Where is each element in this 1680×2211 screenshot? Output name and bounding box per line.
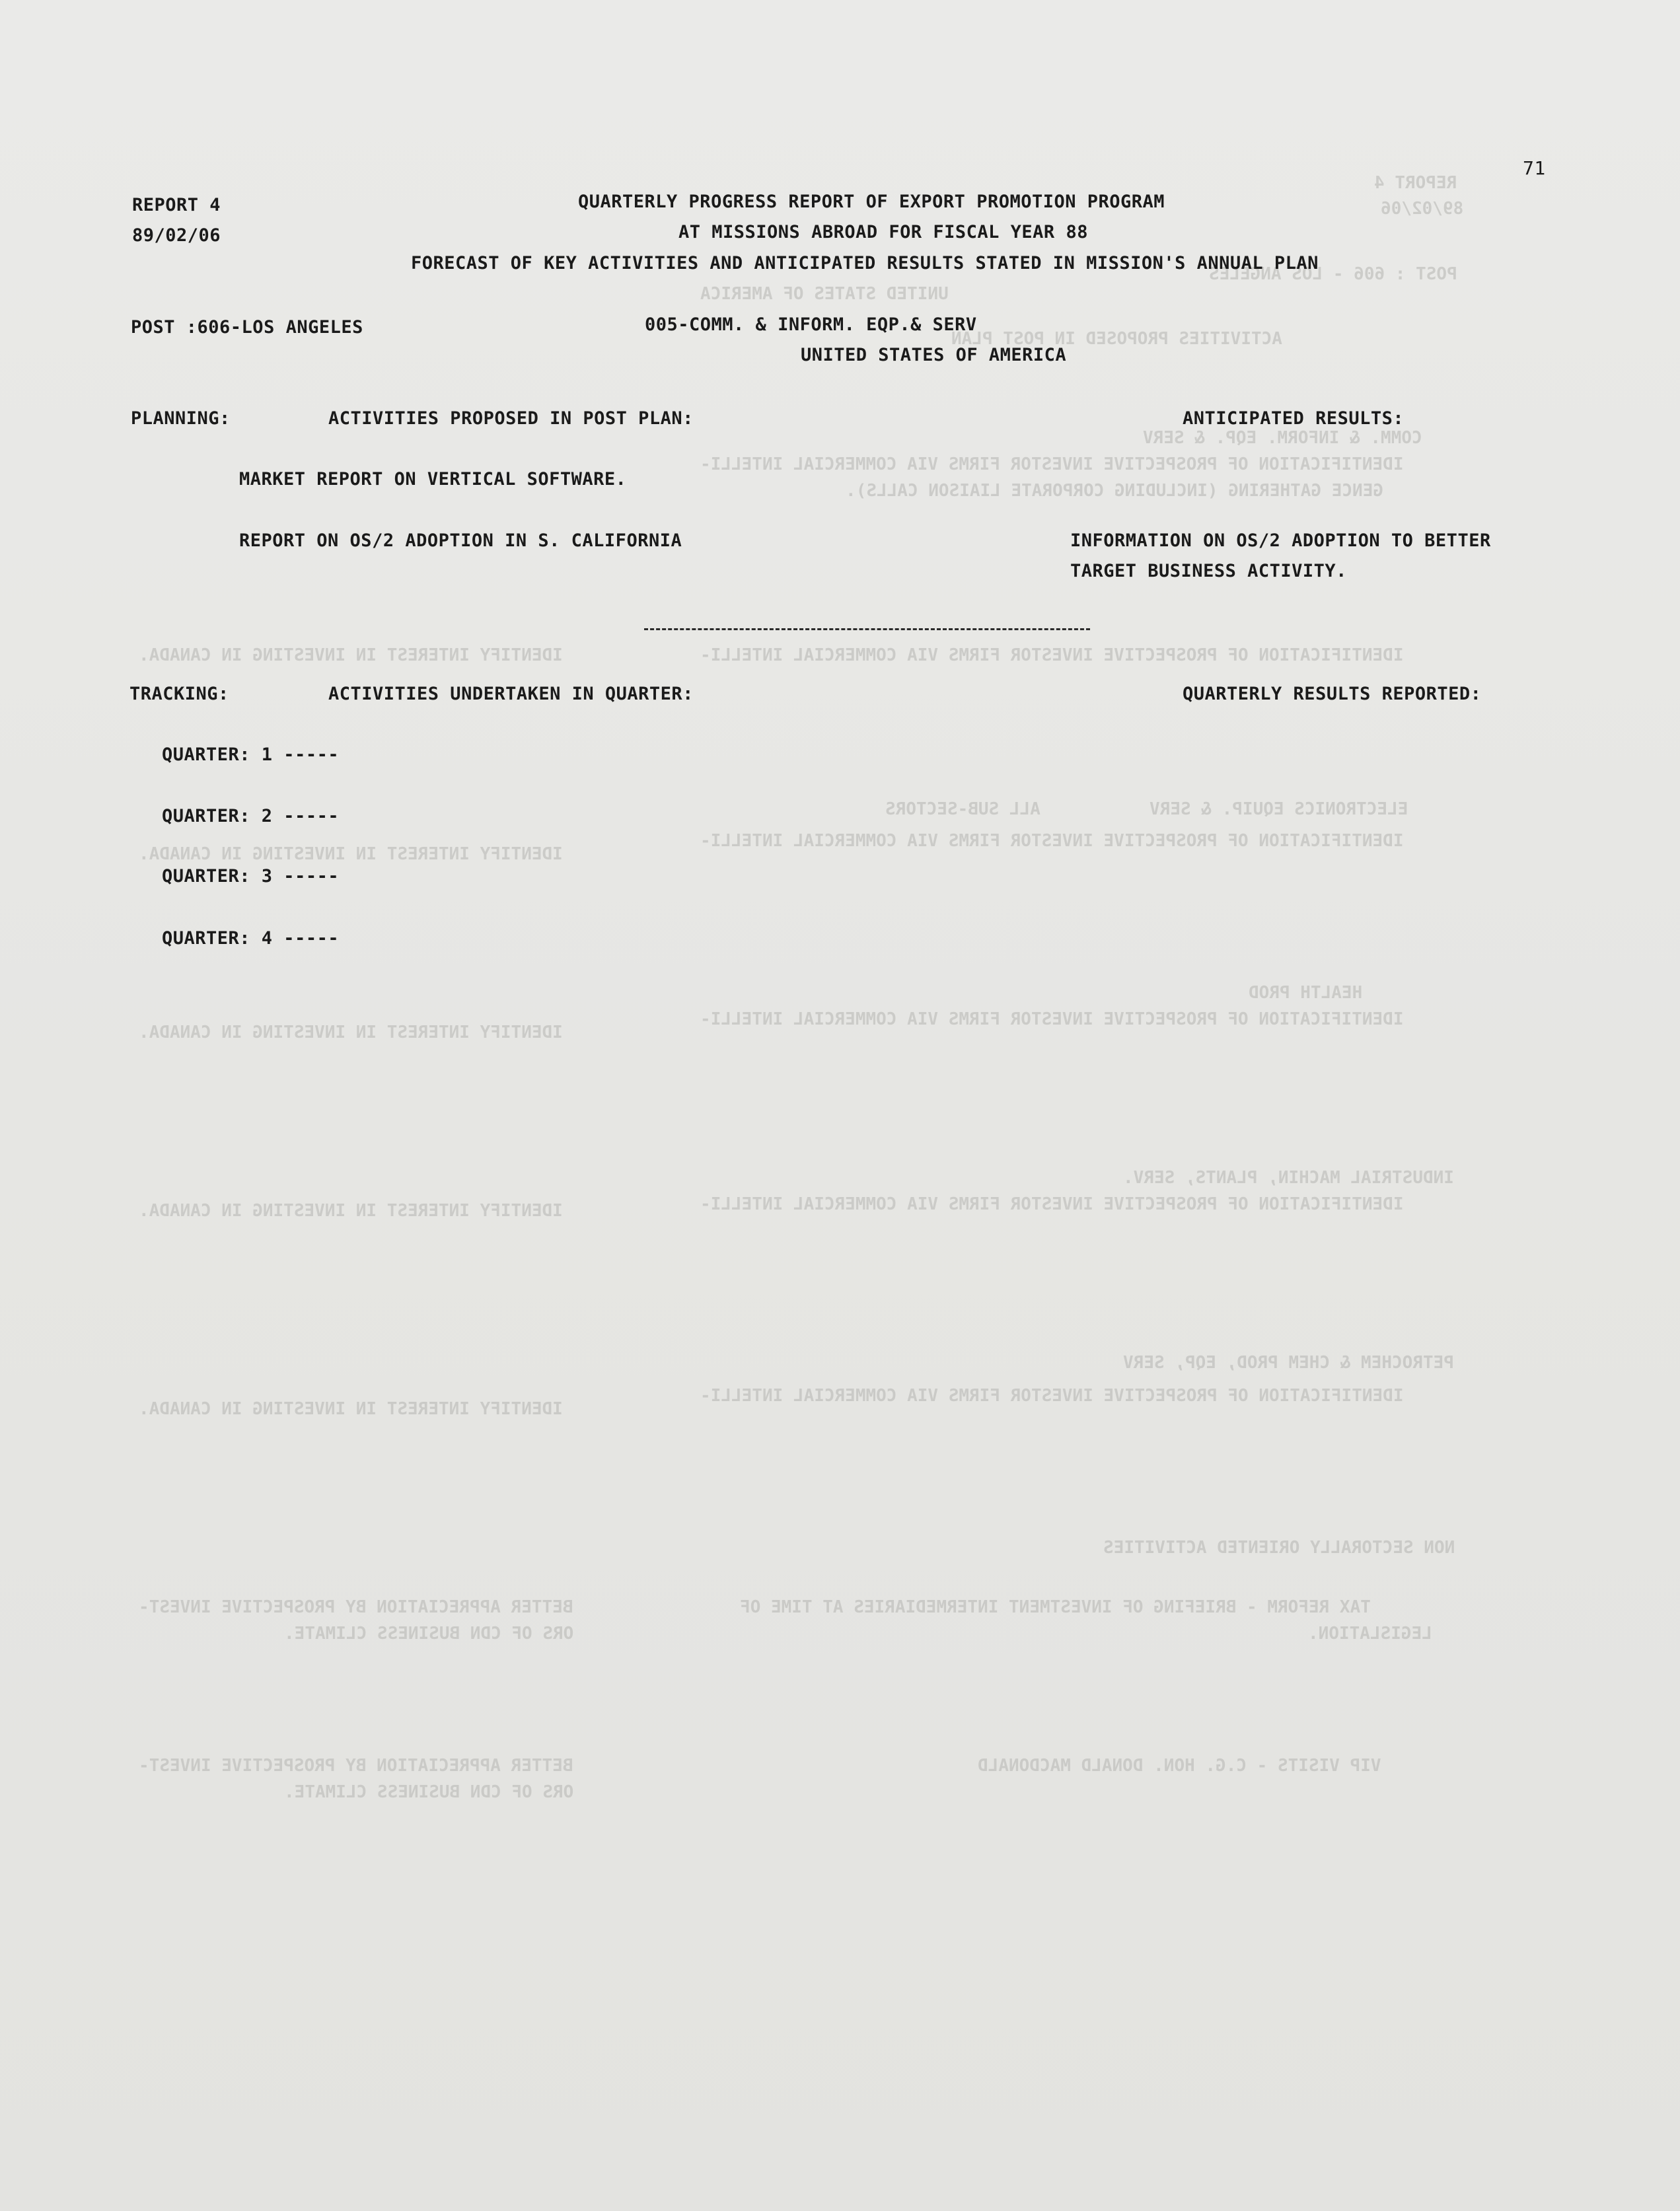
bleed-text: COMM. & INFORM. EQP. & SERV	[1143, 428, 1422, 448]
bleed-text: LEGISLATION.	[1308, 1624, 1432, 1644]
bleed-text: ACTIVITIES PROPOSED IN POST PLAN	[951, 329, 1282, 349]
planned-activity: MARKET REPORT ON VERTICAL SOFTWARE.	[239, 469, 627, 489]
bleed-text: BETTER APPRECIATION BY PROSPECTIVE INVEST-	[139, 1756, 573, 1776]
bleed-text: IDENTIFY INTEREST IN INVESTING IN CANADA.	[139, 645, 563, 665]
sector-label: 005-COMM. & INFORM. EQP.& SERV	[645, 314, 977, 335]
bleed-text: IDENTIFY INTEREST IN INVESTING IN CANADA.	[139, 1399, 563, 1419]
tracking-activities-heading: ACTIVITIES UNDERTAKEN IN QUARTER:	[328, 684, 694, 704]
planned-activity: REPORT ON OS/2 ADOPTION IN S. CALIFORNIA	[239, 530, 682, 551]
bleed-text: IDENTIFY INTEREST IN INVESTING IN CANADA.	[139, 1023, 563, 1042]
bleed-text: IDENTIFICATION OF PROSPECTIVE INVESTOR FIRMS VIA COMMERCIAL INTELLI-	[700, 1386, 1404, 1406]
bleed-text: 89/02/06	[1381, 199, 1464, 219]
bleed-text: ALL SUB-SECTORS	[885, 799, 1041, 819]
anticipated-result-line: INFORMATION ON OS/2 ADOPTION TO BETTER	[1070, 530, 1491, 551]
quarter-row: QUARTER: 4 -----	[162, 928, 340, 949]
report-id: REPORT 4	[132, 195, 221, 215]
quarter-row: QUARTER: 3 -----	[162, 866, 340, 887]
bleed-text: PETROCHEM & CHEM PROD, EQP, SERV	[1123, 1353, 1454, 1373]
country-label: UNITED STATES OF AMERICA	[801, 345, 1067, 365]
quarterly-results-heading: QUARTERLY RESULTS REPORTED:	[1183, 684, 1482, 704]
bleed-text: INDUSTRIAL MACHIN, PLANTS, SERV.	[1123, 1168, 1454, 1188]
bleed-text: VIP VISITS - C.G. HON. DONALD MACDONALD	[978, 1756, 1381, 1776]
bleed-text: TAX REFORM - BRIEFING OF INVESTMENT INTERMEDIARIES AT TIME OF	[740, 1597, 1371, 1617]
report-forecast-line: FORECAST OF KEY ACTIVITIES AND ANTICIPATED RESULTS STATED IN MISSION'S ANNUAL PLAN	[411, 253, 1319, 273]
anticipated-results-heading: ANTICIPATED RESULTS:	[1183, 408, 1405, 429]
bleed-text: IDENTIFY INTEREST IN INVESTING IN CANADA.	[139, 1201, 563, 1221]
section-divider	[644, 628, 1090, 630]
bleed-text: IDENTIFICATION OF PROSPECTIVE INVESTOR FIRMS VIA COMMERCIAL INTELLI-	[700, 1009, 1404, 1029]
anticipated-result-line: TARGET BUSINESS ACTIVITY.	[1070, 561, 1347, 581]
bleed-text: ELECTRONICS EQUIP. & SERV	[1150, 799, 1408, 819]
bleed-text: GENCE GATHERING (INCLUDING CORPORATE LIAISON CALLS).	[846, 481, 1383, 501]
report-subtitle: AT MISSIONS ABROAD FOR FISCAL YEAR 88	[678, 222, 1088, 242]
tracking-label: TRACKING:	[129, 684, 229, 704]
bleed-text: IDENTIFY INTEREST IN INVESTING IN CANADA.	[139, 844, 563, 864]
bleed-text: NON SECTORALLY ORIENTED ACTIVITIES	[1103, 1538, 1455, 1558]
bleed-text: REPORT 4	[1374, 173, 1457, 193]
bleed-text: ORS OF CDN BUSINESS CLIMATE.	[284, 1782, 574, 1802]
quarter-row: QUARTER: 2 -----	[162, 806, 340, 826]
bleed-text: IDENTIFICATION OF PROSPECTIVE INVESTOR FIRMS VIA COMMERCIAL INTELLI-	[700, 454, 1404, 474]
bleed-text: HEALTH PROD	[1249, 983, 1363, 1003]
report-date: 89/02/06	[132, 225, 221, 246]
post-label: POST :606-LOS ANGELES	[131, 317, 363, 338]
planning-label: PLANNING:	[131, 408, 231, 429]
bleed-text: UNITED STATES OF AMERICA	[700, 284, 949, 304]
bleed-text: BETTER APPRECIATION BY PROSPECTIVE INVEST-	[139, 1597, 573, 1617]
bleed-text: POST : 606 - LOS ANGELES	[1209, 264, 1457, 284]
bleed-text: IDENTIFICATION OF PROSPECTIVE INVESTOR FIRMS VIA COMMERCIAL INTELLI-	[700, 645, 1404, 665]
bleed-text: ORS OF CDN BUSINESS CLIMATE.	[284, 1624, 574, 1644]
bleed-text: IDENTIFICATION OF PROSPECTIVE INVESTOR FIRMS VIA COMMERCIAL INTELLI-	[700, 831, 1404, 851]
page-number: 71	[1523, 157, 1546, 179]
planning-activities-heading: ACTIVITIES PROPOSED IN POST PLAN:	[328, 408, 694, 429]
quarter-row: QUARTER: 1 -----	[162, 744, 340, 765]
report-title: QUARTERLY PROGRESS REPORT OF EXPORT PROMOTION PROGRAM	[578, 192, 1165, 212]
bleed-text: IDENTIFICATION OF PROSPECTIVE INVESTOR FIRMS VIA COMMERCIAL INTELLI-	[700, 1194, 1404, 1214]
